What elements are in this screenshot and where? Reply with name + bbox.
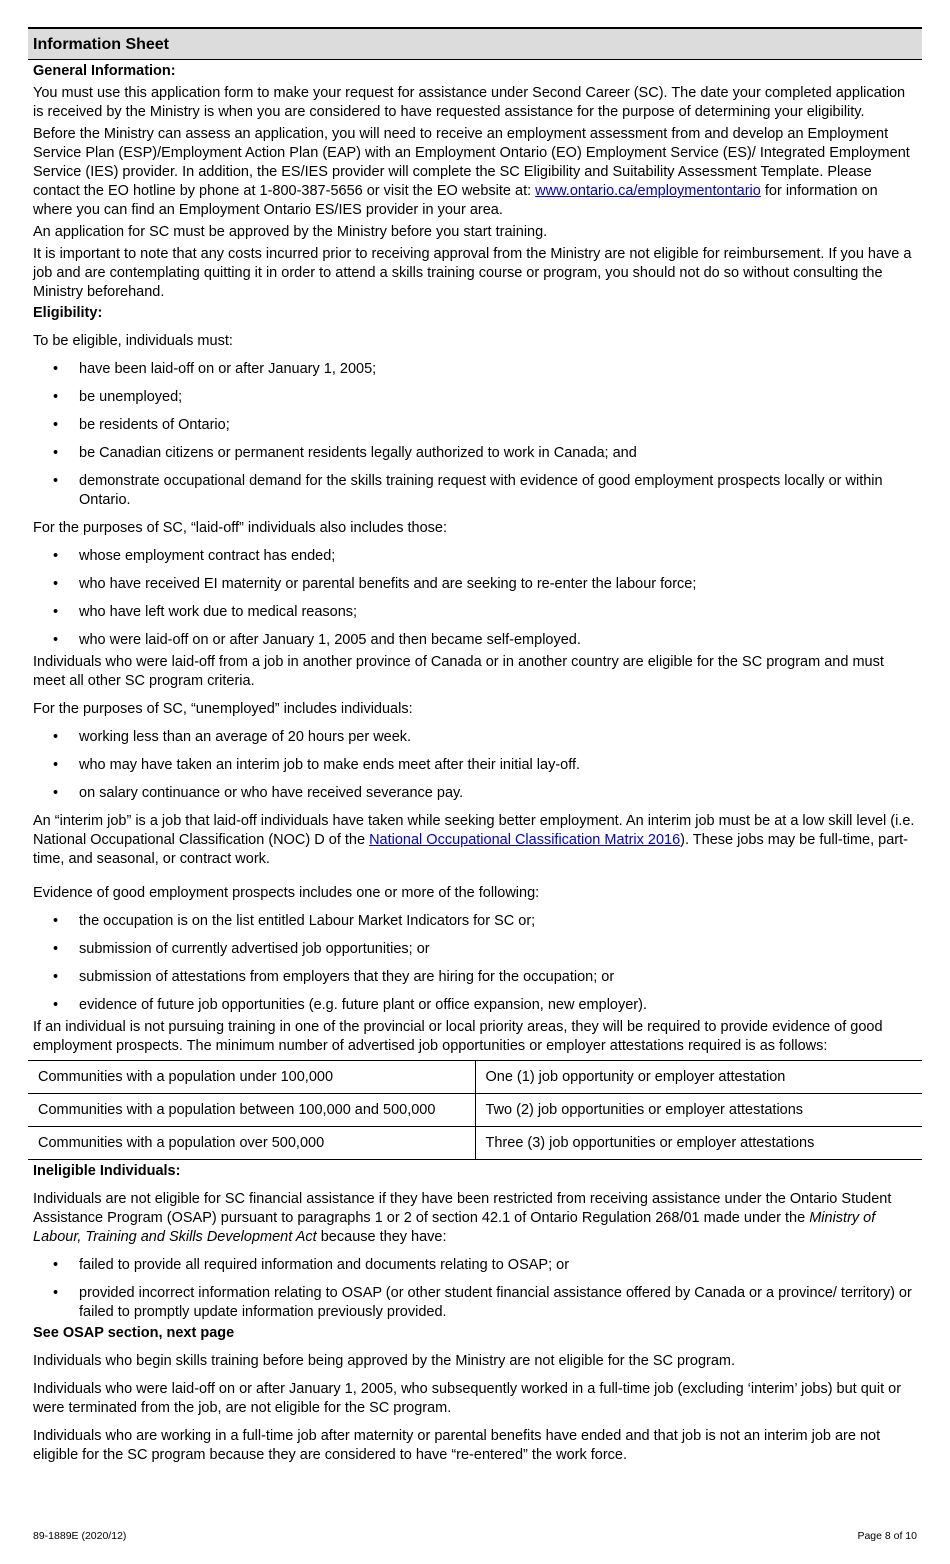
unemployed-intro: For the purposes of SC, “unemployed” includes individuals:	[33, 701, 413, 717]
interim-job-text	[33, 812, 917, 869]
list-item: • submission of attestations from employers that they are hiring for the occupation; or	[33, 968, 917, 987]
evidence-list	[33, 912, 917, 1015]
population-requirements-table	[28, 1060, 922, 1160]
ineligible-section	[28, 1162, 922, 1465]
other-province-text: Individuals who were laid-off from a job in another province of Canada or in another country are eligible for the SC program and must meet all other SC program criteria.	[33, 654, 884, 689]
employment-ontario-link[interactable]: www.ontario.ca/employmentontario	[535, 183, 761, 199]
ineligible-paragraph-4: Individuals who are working in a full-time job after maternity or parental benefits have ended and that job is not an interim job are not eligible for the SC program because they are considered to have “re-entered” the work force.	[33, 1428, 881, 1463]
requirement-cell: One (1) job opportunity or employer attestation	[475, 1061, 922, 1094]
general-paragraph-2	[33, 125, 917, 220]
general-heading: General Information:	[33, 63, 176, 79]
eligibility-list	[33, 360, 917, 510]
sheet-content	[28, 62, 922, 1056]
list-item: • who were laid-off on or after January 1, 2005 and then became self-employed.	[33, 631, 917, 650]
information-sheet	[28, 27, 922, 1465]
list-item: • be residents of Ontario;	[33, 416, 917, 435]
interim-text-start: An “interim job” is a job that laid-off individuals have taken while seeking better employment. An interim job must be at a low skill level (i.e. National Occupational Classification (NOC) D of the	[33, 813, 915, 848]
list-item: • failed to provide all required information and documents relating to OSAP; or	[33, 1256, 917, 1275]
eligibility-intro: To be eligible, individuals must:	[33, 333, 233, 349]
list-item: • provided incorrect information relating to OSAP (or other student financial assistance offered by Canada or a province/ territory) or failed to promptly update information previously provided.	[33, 1284, 917, 1322]
evidence-intro: Evidence of good employment prospects includes one or more of the following:	[33, 885, 540, 901]
form-number: 89-1889E (2020/12)	[33, 1530, 127, 1542]
page-number: Page 8 of 10	[857, 1530, 917, 1542]
list-item: • whose employment contract has ended;	[33, 547, 917, 566]
laid-off-list	[33, 547, 917, 650]
noc-matrix-link[interactable]: National Occupational Classification Matrix 2016	[369, 832, 681, 848]
general-p2-text-start: Before the Ministry can assess an application, you will need to receive an employment assessment from and develop an Employment Service Plan (ESP)/Employment Action Plan (EAP) with an Employment Ontario (EO) Employment Service (ES)/ Integrated Employment Service (IES) provider. In addition, the ES/IES provider will complete the SC Eligibility and Suitability Assessment Template. Please contact the EO hotline by phone at 1-800-387-5656 or visit the EO website at:	[33, 126, 910, 199]
list-item: • working less than an average of 20 hours per week.	[33, 728, 917, 747]
list-item: • be Canadian citizens or permanent residents legally authorized to work in Canada; and	[33, 444, 917, 463]
list-item: • submission of currently advertised job opportunities; or	[33, 940, 917, 959]
ineligible-list	[33, 1256, 917, 1322]
table-row	[28, 1061, 922, 1094]
general-paragraph-4: It is important to note that any costs incurred prior to receiving approval from the Ministry are not eligible for reimbursement. If you have a job and are contemplating quitting it in order to attend a skills training course or program, you should not do so without consulting the Ministry beforehand.	[33, 246, 912, 300]
ineligible-paragraph-2: Individuals who begin skills training before being approved by the Ministry are not eligible for the SC program.	[33, 1353, 736, 1369]
requirement-cell: Two (2) job opportunities or employer attestations	[475, 1094, 922, 1127]
ineligible-heading: Ineligible Individuals:	[33, 1163, 181, 1179]
general-p2-text-end: for information on where you can find an Employment Ontario ES/IES provider in your area.	[33, 183, 878, 218]
eligibility-heading: Eligibility:	[33, 305, 103, 321]
interim-text-end: ). These jobs may be full-time, part-time, and seasonal, or contract work.	[33, 832, 908, 867]
act-name: Ministry of Labour, Training and Skills Development Act	[33, 1210, 876, 1245]
general-paragraph-1: You must use this application form to make your request for assistance under Second Career (SC). The date your completed application is received by the Ministry is when you are considered to have requested assistance for the purpose of determining your eligibility.	[33, 85, 906, 120]
list-item: • who have received EI maternity or parental benefits and are seeking to re-enter the labour force;	[33, 575, 917, 594]
list-item: • on salary continuance or who have received severance pay.	[33, 784, 917, 803]
list-item: • have been laid-off on or after January 1, 2005;	[33, 360, 917, 379]
ineligible-p1-text-end: because they have:	[316, 1229, 447, 1245]
table-row	[28, 1094, 922, 1127]
list-item: • the occupation is on the list entitled Labour Market Indicators for SC or;	[33, 912, 917, 931]
list-item: • be unemployed;	[33, 388, 917, 407]
community-cell: Communities with a population over 500,000	[28, 1127, 475, 1160]
page-title: Information Sheet	[28, 27, 922, 60]
priority-areas-text: If an individual is not pursuing training in one of the provincial or local priority areas, they will be required to provide evidence of good employment prospects. The minimum number of advertised job opportunities or employer attestations required is as follows:	[33, 1019, 883, 1054]
community-cell: Communities with a population under 100,000	[28, 1061, 475, 1094]
ineligible-p1-text-start: Individuals are not eligible for SC financial assistance if they have been restricted from receiving assistance under the Ontario Student Assistance Program (OSAP) pursuant to paragraphs 1 or 2 of section 42.1 of Ontario Regulation 268/01 made under the	[33, 1191, 892, 1226]
table-row	[28, 1127, 922, 1160]
general-paragraph-3: An application for SC must be approved by the Ministry before you start training.	[33, 224, 548, 240]
requirement-cell: Three (3) job opportunities or employer attestations	[475, 1127, 922, 1160]
ineligible-paragraph-1	[33, 1190, 917, 1247]
unemployed-list	[33, 728, 917, 803]
see-osap-heading: See OSAP section, next page	[33, 1325, 235, 1341]
list-item: • who may have taken an interim job to make ends meet after their initial lay-off.	[33, 756, 917, 775]
list-item: • who have left work due to medical reasons;	[33, 603, 917, 622]
list-item: • demonstrate occupational demand for the skills training request with evidence of good employment prospects locally or within Ontario.	[33, 472, 917, 510]
list-item: • evidence of future job opportunities (e.g. future plant or office expansion, new employer).	[33, 996, 917, 1015]
community-cell: Communities with a population between 100,000 and 500,000	[28, 1094, 475, 1127]
ineligible-paragraph-3: Individuals who were laid-off on or after January 1, 2005, who subsequently worked in a full-time job (excluding ‘interim’ jobs) but quit or were terminated from the job, are not eligible for the SC program.	[33, 1381, 902, 1416]
laid-off-intro: For the purposes of SC, “laid-off” individuals also includes those:	[33, 520, 448, 536]
